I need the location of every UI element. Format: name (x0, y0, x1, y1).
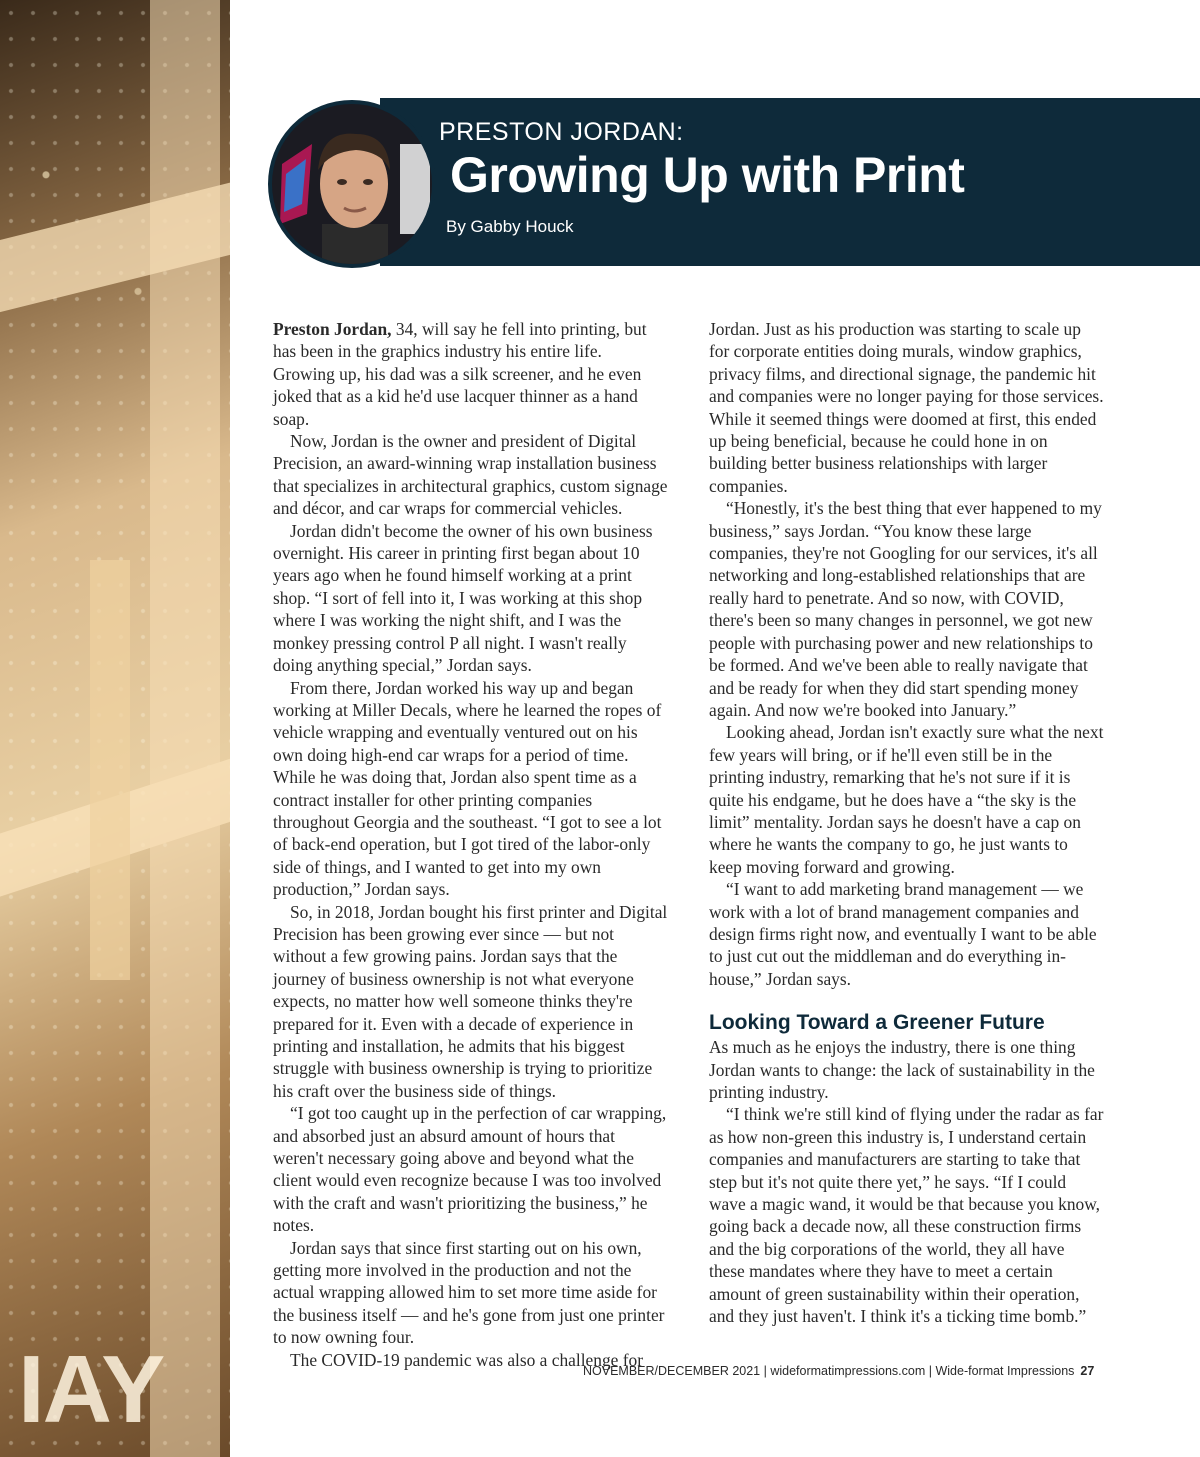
lead-name: Preston Jordan, (273, 319, 392, 339)
page-number: 27 (1080, 1364, 1095, 1378)
article-column-right (709, 318, 1104, 1327)
footer-issue: NOVEMBER/DECEMBER 2021 (583, 1364, 761, 1378)
footer-separator: | (925, 1364, 936, 1378)
article-title: Growing Up with Print (450, 147, 965, 203)
page-footer (583, 1364, 1103, 1378)
paragraph: “Honestly, it's the best thing that ever happened to my business,” says Jordan. “You know these large companies, they're not Googling for our services, it's all networking and long-established relationships that are really hard to penetrate. And so now, with COVID, there's been so many changes in personnel, we got new people with purchasing power and new relationships to be formed. And we've been able to really navigate that and be ready for when they did start spending money again. And now we're booked into January.” (709, 498, 1102, 720)
photo-beam (150, 0, 220, 1457)
paragraph: Looking ahead, Jordan isn't exactly sure what the next few years will bring, or if he'll even still be in the printing industry, remarking that he's not sure if it is quite his endgame, but he does have a “the sky is the limit” mentality. Jordan says he doesn't have a cap on where he wants the company to go, he just wants to keep moving forward and growing. (709, 722, 1104, 877)
paragraph (273, 318, 668, 430)
paragraph: Jordan. Just as his production was starting to scale up for corporate entities doing murals, window graphics, privacy films, and directional signage, the pandemic hit and companies were no longer paying for those services. While it seemed things were doomed at first, this ended up being beneficial, because he could hone in on building better business relationships with larger companies. (709, 319, 1104, 496)
photo-sign-text: IAY (18, 1336, 164, 1443)
article-kicker: PRESTON JORDAN: (439, 118, 684, 146)
article-column-left (273, 318, 668, 1371)
footer-publication: Wide-format Impressions (935, 1364, 1075, 1378)
paragraph: Now, Jordan is the owner and president of Digital Precision, an award-winning wrap installation business that specializes in architectural graphics, custom signage and décor, and car wraps for commercial vehicles. (273, 431, 668, 519)
author-portrait (268, 100, 436, 268)
side-decorative-photo (0, 0, 230, 1457)
paragraph: “I want to add marketing brand management — we work with a lot of brand management companies and design firms right now, and eventually I want to be able to just cut out the middleman and do everything in-house,” Jordan says. (709, 879, 1097, 989)
footer-separator: | (760, 1364, 771, 1378)
article-byline: By Gabby Houck (446, 217, 574, 236)
paragraph: Jordan says that since first starting out on his own, getting more involved in the production and not the actual wrapping allowed him to set more time aside for the business itself — and he's gone from just one printer to now owning four. (273, 1237, 665, 1348)
paragraph: As much as he enjoys the industry, there is one thing Jordan wants to change: the lack of sustainability in the printing industry. (709, 1037, 1095, 1102)
paragraph: The COVID-19 pandemic was also a challenge for (290, 1349, 644, 1370)
paragraph: “I think we're still kind of flying under the radar as far as how non-green this industry is, I understand certain companies and manufacturers are starting to take that step but it's not quite there yet,” he says. “If I could wave a magic wand, it would be that because you know, going back a decade now, all these construction firms and the big corporations of the world, they all have these mandates where they have to meet a certain amount of green sustainability within their operation, and they just haven't. I think it's a ticking time bomb.” (709, 1104, 1104, 1327)
section-subheading: Looking Toward a Greener Future (709, 1011, 1045, 1035)
paragraph: So, in 2018, Jordan bought his first printer and Digital Precision has been growing ever since — but not without a few growing pains. Jordan says that the journey of business ownership is not what everyone expects, no matter how well someone thinks they're prepared for it. Even with a decade of experience in printing and installation, he admits that his biggest struggle with business ownership is trying to prioritize his craft over the business side of things. (273, 901, 668, 1101)
footer-website: wideformatimpressions.com (770, 1364, 926, 1378)
paragraph-text: 34, will say he fell into printing, but has been in the graphics industry his entire life. Growing up, his dad was a silk screener, and he even joked that as a kid he'd use lacquer thinner as a hand soap. (273, 319, 647, 429)
paragraph: “I got too caught up in the perfection of car wrapping, and absorbed just an absurd amount of hours that weren't necessary going above and beyond what the client would even recognize because I was too involved with the craft and wasn't prioritizing the business,” he notes. (273, 1103, 667, 1236)
paragraph: Jordan didn't become the owner of his own business overnight. His career in printing first began about 10 years ago when he found himself working at a print shop. “I sort of fell into it, I was working at this shop where I was working the night shift, and I was the monkey pressing control P all night. I wasn't really doing anything special,” Jordan says. (273, 520, 653, 676)
portrait-photo (272, 104, 432, 264)
photo-beam (90, 560, 130, 980)
paragraph: From there, Jordan worked his way up and began working at Miller Decals, where he learned the ropes of vehicle wrapping and eventually ventured out on his own doing high-end car wraps for a period of time. While he was doing that, Jordan also spent time as a contract installer for other printing companies throughout Georgia and the southeast. “I got to see a lot of back-end operation, but I got tired of the labor-only side of things, and I wanted to get into my own production,” Jordan says. (273, 677, 662, 900)
